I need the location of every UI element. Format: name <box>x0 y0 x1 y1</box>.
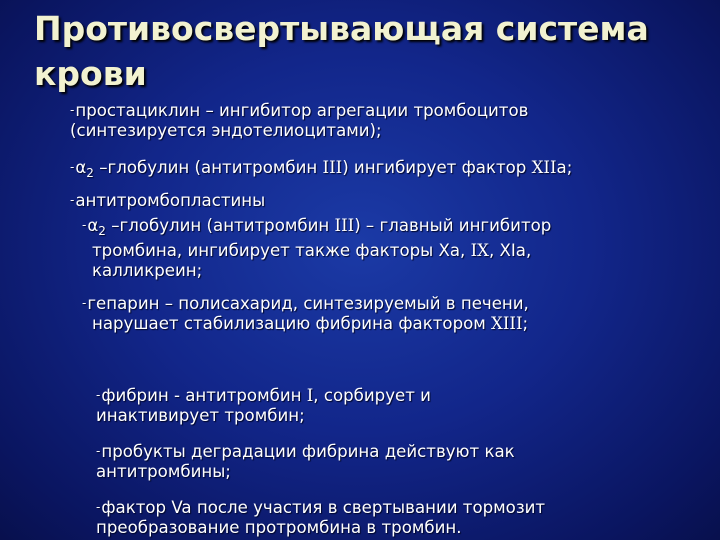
dash-marker: - <box>82 218 87 232</box>
dash-marker: - <box>96 388 101 402</box>
slide-title: Противосвертывающая система крови <box>34 9 649 93</box>
dash-marker: - <box>70 193 75 207</box>
dash-marker: - <box>82 296 87 310</box>
dash-marker: - <box>70 103 75 117</box>
list-item-prostacyclin: -простациклин – ингибитор агрегации тромбоцитов (синтезируется эндотелиоцитами); <box>70 101 529 140</box>
list-item-antithromboplastins: -антитромбопластины <box>70 191 266 210</box>
list-item-fibrin: -фибрин - антитромбин I, сорбирует и инактивирует тромбин; <box>96 386 431 425</box>
dash-marker: - <box>70 160 75 174</box>
list-item-factor-va: -фактор Va после участия в свертывании тормозит преобразование протромбина в тромбин. <box>96 498 546 537</box>
list-item-heparin: -гепарин – полисахарид, синтезируемый в печени, нарушает стабилизацию фибрина фактором XIII; <box>82 294 529 333</box>
list-item-alpha2-globulin-xiia: $-\alpha_2$ –глобулин (антитромбин III) ингибирует фактор XIIa; <box>70 158 573 180</box>
list-item-alpha2-globulin-thrombin: $-\alpha_2$ –глобулин (антитромбин III) – главный ингибитор тромбина, ингибирует также факторы Xa, IX, XIa, калликреин; <box>82 216 552 280</box>
dash-marker: - <box>96 500 101 514</box>
dash-marker: - <box>96 444 101 458</box>
list-item-fibrin-degradation-products: -пробукты деградации фибрина действуют как антитромбины; <box>96 442 515 481</box>
